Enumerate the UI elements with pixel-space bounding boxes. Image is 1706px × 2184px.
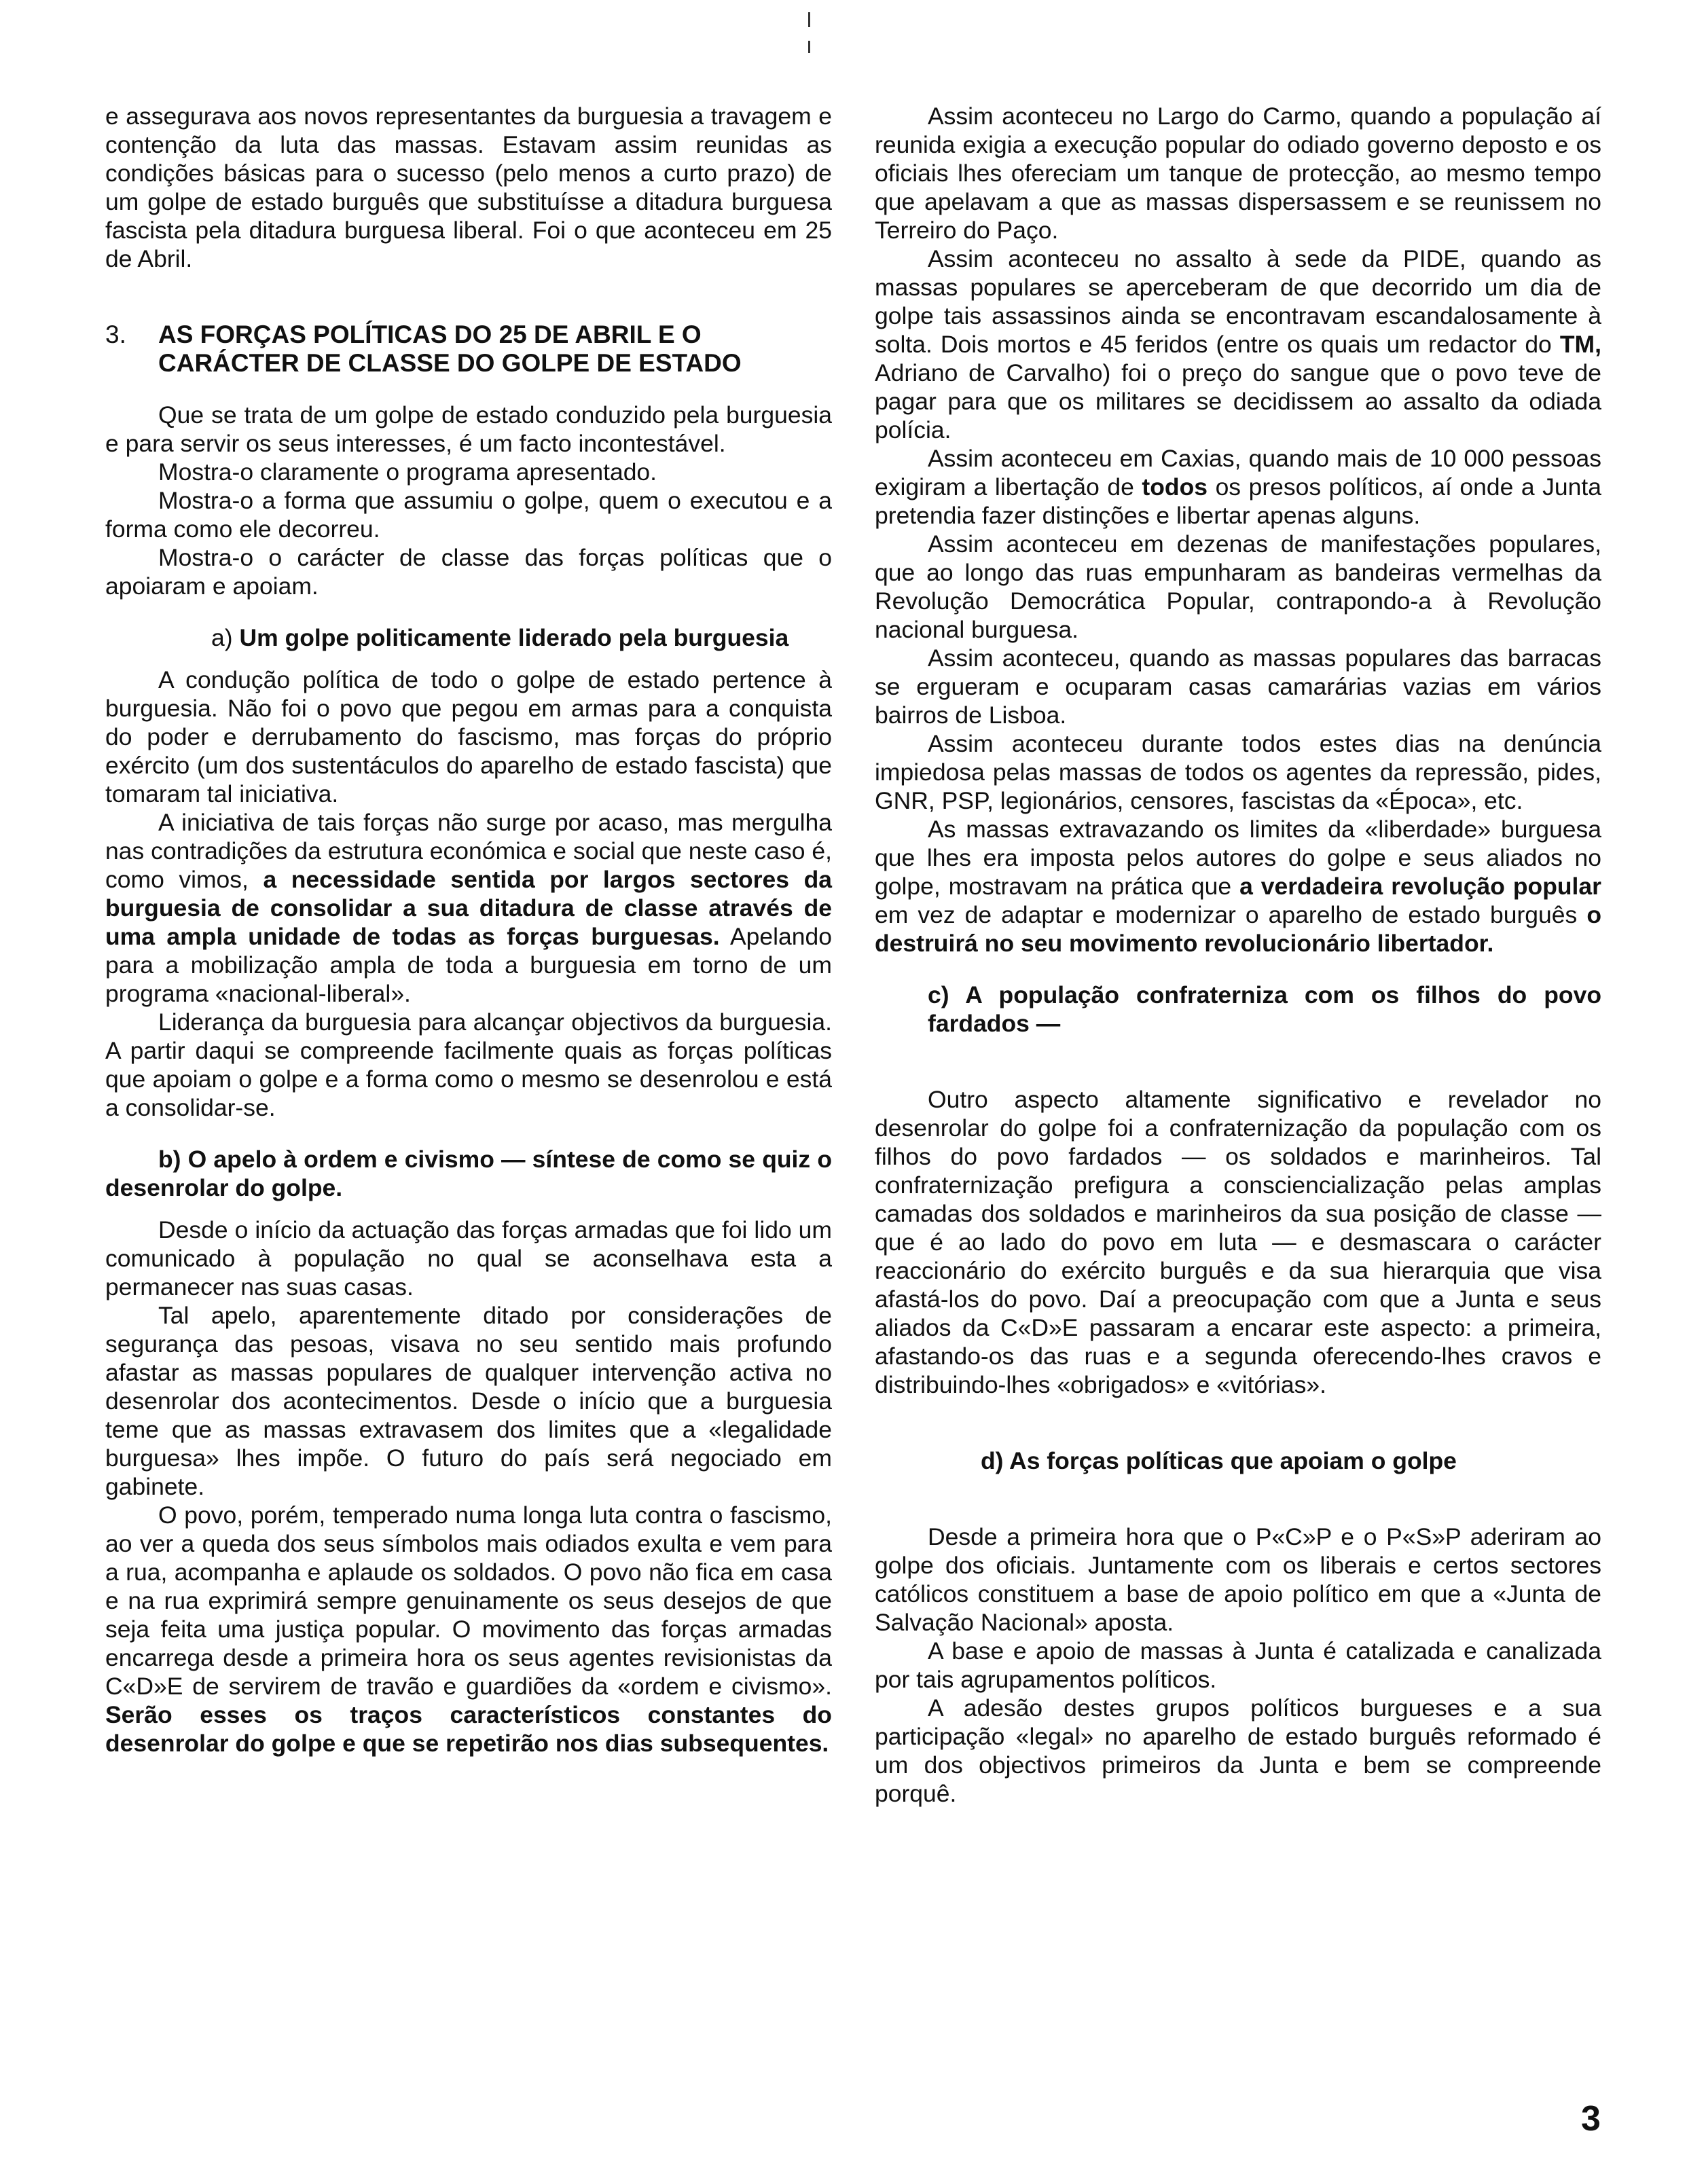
intro-paragraph: e assegurava aos novos representantes da burguesia a travagem e contenção da luta das massas. Estavam assim reunidas as condições básicas para o sucesso (pelo menos a curto prazo) de um golpe de estado burguês que substituísse a ditadura burguesa fascista pela ditadura burguesa liberal. Foi o que aconteceu em 25 de Abril. (105, 103, 832, 272)
paragraph: Assim aconteceu no Largo do Carmo, quando a população aí reunida exigia a execução popular do odiado governo deposto e os oficiais lhes ofereciam um tanque de protecção, ao mesmo tempo que apelavam a que as massas dispersassem e se reunissem no Terreiro do Paço. (875, 103, 1601, 244)
paragraph: Mostra-o o carácter de classe das forças políticas que o apoiaram e apoiam. (105, 544, 832, 600)
paragraph: Desde o início da actuação das forças armadas que foi lido um comunicado à população no qual se aconselhava esta a permanecer nas suas casas. (105, 1216, 832, 1300)
paragraph: A adesão destes grupos políticos burgueses e a sua participação «legal» no aparelho de estado burguês reformado é um dos objectivos primeiros da Junta e bem se compreende porquê. (875, 1694, 1601, 1807)
scan-mark (808, 12, 810, 27)
subheading-b: b) O apelo à ordem e civismo — síntese de como se quiz o desenrolar do golpe. (105, 1146, 832, 1201)
page-number: 3 (1581, 2099, 1601, 2138)
paragraph: O povo, porém, temperado numa longa luta contra o fascismo, ao ver a queda dos seus símbolos mais odiados exulta e vem para a rua, acompanha e aplaude os soldados. O povo não fica em casa e na rua exprimirá sempre genuinamente os seus desejos de que seja feita uma justiça popular. O movimento das forças armadas encarrega desde a primeira hora os seus agentes revisionistas da C«D»E de servirem de travão e guardiões da «ordem e civismo». Serão esses os traços característicos constantes do desenrolar do golpe e que se repetirão nos dias subsequentes. (105, 1502, 832, 1757)
left-column (105, 102, 832, 1758)
paragraph: Outro aspecto altamente significativo e revelador no desenrolar do golpe foi a confraternização da população com os filhos do povo fardados — os soldados e marinheiros. Tal confraternização prefigura a consciencialização pelas amplas camadas dos soldados e marinheiros da sua posição de classe — que é ao lado do povo em luta — e desmascara o carácter reaccionário do exército burguês e da sua hierarquia que visa afastá-los do povo. Daí a preocupação com que a Junta e seus aliados da C«D»E passaram a encarar este aspecto: a primeira, afastando-os das ruas e a segunda oferecendo-lhes cravos e distribuindo-lhes «obrigados» e «vitórias». (875, 1086, 1601, 1398)
section-title: AS FORÇAS POLÍTICAS DO 25 DE ABRIL E O CARÁCTER DE CLASSE DO GOLPE DE ESTADO (158, 321, 742, 377)
paragraph: A iniciativa de tais forças não surge por acaso, mas mergulha nas contradições da estrutura económica e social que neste caso é, como vimos, a necessidade sentida por largos sectores da burguesia de consolidar a sua ditadura de classe através de uma ampla unidade de todas as forças burguesas. Apelando para a mobilização ampla de toda a burguesia em torno de um programa «nacional-liberal». (105, 809, 833, 1007)
paragraph: Assim aconteceu durante todos estes dias na denúncia impiedosa pelas massas de todos os agentes da repressão, pides, GNR, PSP, legionários, censores, fascistas da «Época», etc. (875, 730, 1601, 814)
paragraph: A base e apoio de massas à Junta é catalizada e canalizada por tais agrupamentos políticos. (875, 1637, 1601, 1693)
section-heading (105, 321, 832, 378)
paragraph: As massas extravazando os limites da «liberdade» burguesa que lhes era imposta pelos autores do golpe e seus aliados no golpe, mostravam na prática que a verdadeira revolução popular em vez de adaptar e modernizar o aparelho de estado burguês o destruirá no seu movimento revolucionário libertador. (875, 816, 1601, 957)
scan-mark (808, 41, 810, 53)
paragraph: Assim aconteceu em Caxias, quando mais de 10 000 pessoas exigiram a libertação de todos os presos políticos, aí onde a Junta pretendia fazer distinções e libertar apenas alguns. (875, 445, 1601, 529)
paragraph: Assim aconteceu no assalto à sede da PIDE, quando as massas populares se aperceberam de que decorrido um dia de golpe tais assassinos ainda se encontravam escandalosamente à solta. Dois mortos e 45 feridos (entre os quais um redactor do TM, Adriano de Carvalho) foi o preço do sangue que o povo teve de pagar para que os militares se decidissem ao assalto da odiada polícia. (875, 245, 1601, 443)
paragraph: Mostra-o a forma que assumiu o golpe, quem o executou e a forma como ele decorreu. (105, 487, 832, 543)
paragraph: Assim aconteceu em dezenas de manifestações populares, que ao longo das ruas empunharam as bandeiras vermelhas da Revolução Democrática Popular, contrapondo-a à Revolução nacional burguesa. (875, 530, 1601, 643)
paragraph: Assim aconteceu, quando as massas populares das barracas se ergueram e ocuparam casas camarárias vazias em vários bairros de Lisboa. (875, 644, 1601, 729)
paragraph: Que se trata de um golpe de estado conduzido pela burguesia e para servir os seus interesses, é um facto incontestável. (105, 401, 832, 457)
paragraph: Mostra-o claramente o programa apresentado. (158, 458, 657, 486)
paragraph: Desde a primeira hora que o P«C»P e o P«S»P aderiram ao golpe dos oficiais. Juntamente com os liberais e certos sectores católicos constituem a base de apoio político em que a «Junta de Salvação Nacional» aposta. (875, 1523, 1601, 1636)
paragraph: A condução política de todo o golpe de estado pertence à burguesia. Não foi o povo que pegou em armas para a conquista do poder e derrubamento do fascismo, mas forças do próprio exército (um dos sustentáculos do aparelho de estado fascista) que tomaram tal iniciativa. (105, 666, 832, 807)
paragraph: Tal apelo, aparentemente ditado por considerações de segurança das pesoas, visava no seu sentido mais profundo afastar as massas populares de qualquer intervenção activa no desenrolar dos acontecimentos. Desde o início que a burguesia teme que as massas extravasem dos limites que a «legalidade burguesa» lhes impõe. O futuro do país será negociado em gabinete. (105, 1302, 832, 1500)
subheading-d: d) As forças políticas que apoiam o golpe (981, 1447, 1457, 1474)
subheading-c: c) A população confraterniza com os filhos do povo fardados — (928, 981, 1602, 1037)
subheading-a: a) Um golpe politicamente liderado pela burguesia (211, 624, 789, 651)
paragraph: Liderança da burguesia para alcançar objectivos da burguesia. A partir daqui se compreende facilmente quais as forças políticas que apoiam o golpe e a forma como o mesmo se desenrolou e está a consolidar-se. (105, 1008, 832, 1121)
section-number: 3. (105, 321, 126, 348)
right-column (875, 102, 1601, 1808)
